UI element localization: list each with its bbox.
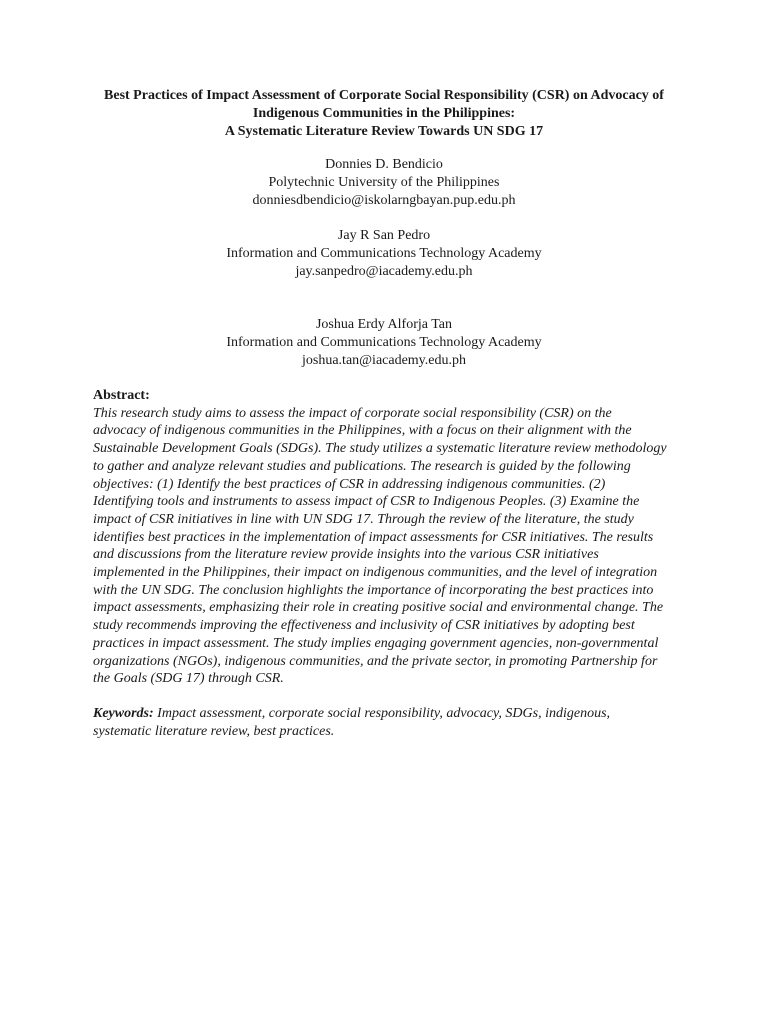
title-line: A Systematic Literature Review Towards UN SDG 17	[224, 124, 544, 139]
author-affiliation: Information and Communications Technology Academy	[226, 246, 542, 261]
abstract-line: identifies best practices in the implementation of impact assessments for CSR initiatives. The results	[93, 529, 654, 545]
keywords-text: Impact assessment, corporate social responsibility, advocacy, SDGs, indigenous,	[153, 706, 611, 721]
abstract-line: organizations (NGOs), indigenous communities, and the private sector, in promoting Partnership for	[93, 653, 658, 669]
abstract-line: impact of CSR initiatives in line with UN SDG 17. Through the review of the literature, the study	[93, 511, 634, 527]
author-affiliation: Information and Communications Technology Academy	[226, 335, 542, 350]
author-block-2	[90, 227, 678, 281]
abstract-line: the Goals (SDG 17) through CSR.	[93, 671, 284, 687]
keywords-line	[93, 705, 683, 723]
abstract-line: and discussions from the literature review provide insights into the various CSR initiatives	[93, 547, 599, 563]
abstract-line: Sustainable Development Goals (SDGs). The study utilizes a systematic literature review methodology	[93, 441, 667, 457]
title-line: Best Practices of Impact Assessment of Corporate Social Responsibility (CSR) on Advocacy of	[104, 88, 664, 103]
abstract-line: Identifying tools and instruments to assess impact of CSR to Indigenous Peoples. (3) Examine the	[93, 494, 640, 510]
abstract-line: implemented in the Philippines, their impact on indigenous communities, and the level of integration	[93, 565, 658, 581]
abstract-line: to gather and analyze relevant studies and publications. The research is guided by the following	[93, 458, 631, 474]
abstract-line: study recommends improving the effectiveness and inclusivity of CSR initiatives by adopting best	[93, 618, 635, 634]
abstract-line: objectives: (1) Identify the best practices of CSR in addressing indigenous communities. (2)	[93, 476, 606, 492]
author-email: jay.sanpedro@iacademy.edu.ph	[295, 264, 473, 279]
title-line: Indigenous Communities in the Philippines:	[252, 106, 516, 121]
author-name: Jay R San Pedro	[337, 228, 431, 243]
abstract-body	[93, 405, 683, 688]
keywords-label: Keywords:	[93, 706, 154, 721]
author-email: donniesdbendicio@iskolarngbayan.pup.edu.ph	[252, 193, 516, 208]
abstract-heading: Abstract:	[93, 388, 150, 403]
abstract-line: advocacy of indigenous communities in the Philippines, with a focus on their alignment with the	[93, 423, 632, 439]
author-affiliation: Polytechnic University of the Philippines	[268, 175, 500, 190]
keywords-line: systematic literature review, best practices.	[93, 723, 335, 739]
author-email: joshua.tan@iacademy.edu.ph	[302, 353, 466, 368]
abstract-section	[93, 387, 683, 688]
keywords-section	[93, 705, 683, 740]
abstract-line: impact assessments, emphasizing their role in creating positive social and environmental change. The	[93, 600, 664, 616]
author-name: Joshua Erdy Alforja Tan	[315, 317, 452, 332]
author-block-1	[90, 156, 678, 210]
author-name: Donnies D. Bendicio	[325, 157, 443, 172]
author-block-3	[90, 316, 678, 370]
abstract-line: practices in impact assessment. The study implies engaging government agencies, non-governmental	[93, 635, 659, 651]
abstract-line: with the UN SDG. The conclusion highlights the importance of incorporating the best practices into	[93, 582, 654, 598]
abstract-line: This research study aims to assess the impact of corporate social responsibility (CSR) on the	[93, 405, 612, 421]
paper-title	[90, 87, 678, 141]
